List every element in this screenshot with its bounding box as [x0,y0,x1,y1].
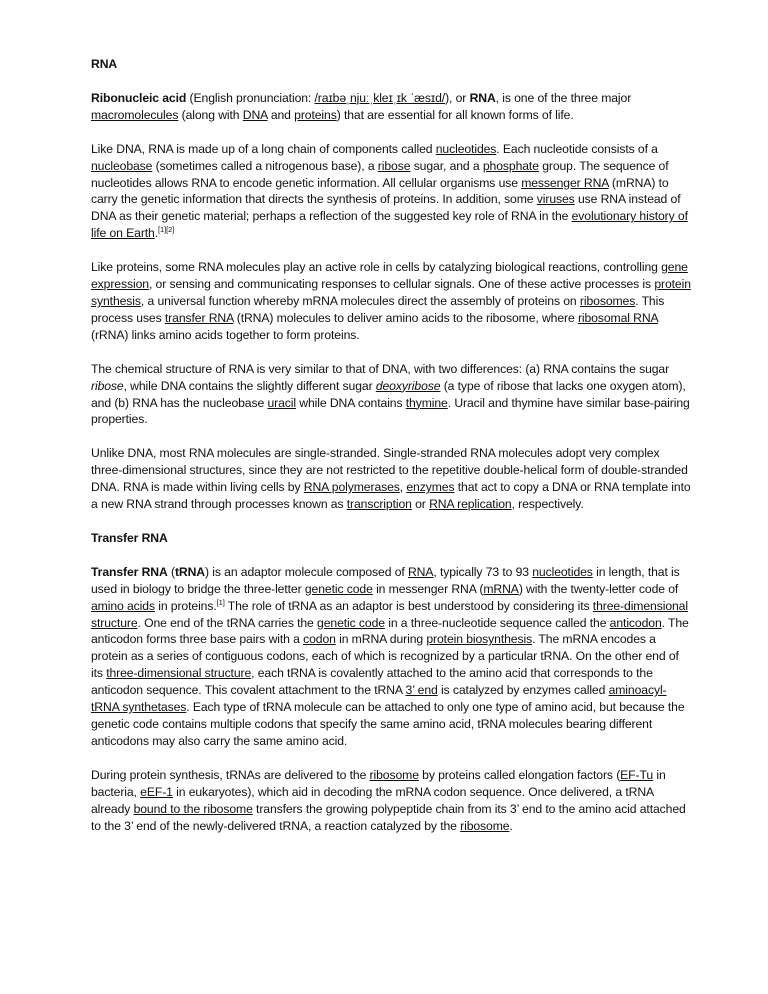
hyperlink[interactable]: ribosome [460,818,510,833]
hyperlink[interactable]: RNA [407,564,434,579]
hyperlink[interactable]: thymine [405,395,448,410]
text-run: while DNA contains [295,395,406,410]
section-heading-rna: RNA [91,57,118,71]
text-run: and [267,107,295,122]
text-run: ), or [445,90,470,105]
hyperlink[interactable]: proteins [294,107,337,122]
hyperlink[interactable]: aminoacyl-tRNA synthetases [91,683,667,715]
text-run: (tRNA) molecules to deliver amino acids to the ribosome, where [233,310,578,325]
text-run: group. The sequence of nucleotides allows RNA to encode genetic information. All cellular organisms use [91,158,669,190]
hyperlink[interactable]: phosphate [482,158,539,173]
text-run: Unlike DNA, most RNA molecules are single-stranded. Single-stranded RNA molecules adopt very complex three-dimensional structures, since they are not restricted to the repetitive double-helical form of double-stranded DNA. RNA is made within living cells by [91,446,688,495]
hyperlink[interactable]: protein synthesis [91,277,691,308]
hyperlink[interactable]: DNA [242,107,268,122]
text-run: (rRNA) links amino acids together to form proteins. [91,327,360,342]
text-run: transfers the growing polypeptide chain from its 3’ end to the amino acid attached to the 3’ end of the newly-delivered tRNA, a reaction catalyzed by the [91,801,686,833]
hyperlink[interactable]: eEF-1 [140,784,173,799]
text-run: (sometimes called a nitrogenous base), a [152,158,378,173]
text-run: , each tRNA is covalently attached to the amino acid that corresponds to the anticodon sequence. This covalent attachment to the tRNA [91,666,653,698]
paragraph-trna-definition [91,564,691,750]
text-run: (mRNA) to carry the genetic information that directs the synthesis of proteins. In addition, some [91,175,669,207]
paragraph-rna-chemistry [91,361,691,429]
hyperlink[interactable]: ribosome [369,767,419,782]
text-run: Like proteins, some RNA molecules play an active role in cells by catalyzing biological reactions, controlling [91,260,662,275]
hyperlink[interactable]: codon [303,632,336,647]
hyperlink[interactable]: viruses [536,192,575,207]
text-run: , while DNA contains the slightly different sugar [123,378,376,393]
text-run: The role of tRNA as an adaptor is best understood by considering its [224,598,593,613]
hyperlink[interactable]: ribosomal RNA [577,310,658,325]
citation-link[interactable]: [1] [216,597,225,607]
hyperlink[interactable]: genetic code [317,615,385,630]
text-run: use RNA instead of DNA as their genetic material; perhaps a reflection of the suggested key role of RNA in the [91,192,681,224]
hyperlink[interactable]: mRNA [483,581,519,596]
hyperlink[interactable]: gene expression [91,260,688,292]
citation-link[interactable]: [1][2] [158,225,175,235]
bold-term: tRNA [174,564,206,579]
text-run: in proteins. [154,598,217,613]
text-run: . The anticodon forms three base pairs with a [91,615,689,647]
text-run: . Uracil and thymine have similar base-pairing properties. [91,395,690,427]
text-run: . [154,226,159,241]
text-run: in eukaryotes), which aid in decoding the mRNA codon sequence. Once delivered, a tRNA already [91,784,654,816]
text-run: During protein synthesis, tRNAs are delivered to the [91,767,370,782]
text-run: ribose [91,378,124,393]
text-run: ) is an adaptor molecule composed of [205,564,408,579]
text-run: , a universal function whereby mRNA molecules direct the assembly of proteins on [140,293,580,308]
hyperlink[interactable]: nucleotides [532,564,593,579]
text-run: ) that are essential for all known forms of life. [336,107,574,122]
hyperlink[interactable]: three-dimensional structure [106,666,252,681]
hyperlink[interactable]: nucleotides [435,141,497,156]
text-run: by proteins called elongation factors ( [418,767,621,782]
text-run: , [399,480,407,495]
hyperlink[interactable]: messenger RNA [521,175,609,190]
hyperlink[interactable]: anticodon [609,615,662,630]
text-run: . The mRNA encodes a protein as a series of contiguous codons, each of which is recognized by a particular tRNA. On the other end of its [91,632,679,681]
bold-term: Ribonucleic acid [91,90,187,105]
text-run: in bacteria, [91,767,666,799]
hyperlink[interactable]: /raɪbəˌnjuːˌkleɪˌɪk ˈæsɪd/ [314,90,446,105]
paragraph-rna-function [91,259,691,344]
text-run: . This process uses [91,293,665,325]
text-run: . [509,818,513,833]
hyperlink[interactable]: genetic code [304,581,373,596]
text-run: , respectively. [511,497,584,512]
hyperlink[interactable]: ribose [377,158,411,173]
text-run: in length, that is used in biology to bridge the three-letter [91,564,680,596]
paragraph-rna-structure [91,141,691,242]
hyperlink[interactable]: transcription [346,497,412,512]
paragraph-rna-definition [91,90,691,124]
text-run: , is one of the three major [495,90,632,105]
text-run: (English pronunciation: [186,90,315,105]
hyperlink[interactable]: protein biosynthesis [426,632,533,647]
hyperlink[interactable]: 3’ end [405,683,438,698]
bold-term: RNA [469,90,496,105]
hyperlink[interactable]: evolutionary history of life on Earth [91,209,688,241]
text-run: Like DNA, RNA is made up of a long chain of components called [91,141,436,156]
text-run: ) with the twenty-letter code of [518,581,679,596]
paragraph-rna-strands [91,445,691,513]
hyperlink[interactable]: EF-Tu [620,767,654,782]
hyperlink[interactable]: transfer RNA [164,310,234,325]
hyperlink[interactable]: amino acids [91,598,155,613]
text-run: . One end of the tRNA carries the [137,615,318,630]
hyperlink[interactable]: nucleobase [91,158,153,173]
text-run: sugar, and a [410,158,483,173]
text-run: that act to copy a DNA or RNA template into a new RNA strand through processes known as [91,480,691,512]
section-heading-transfer-rna: Transfer RNA [91,530,168,545]
text-run: or [411,497,430,512]
hyperlink[interactable]: ribosomes [579,293,636,308]
text-run: The chemical structure of RNA is very similar to that of DNA, with two differences: (a) RNA contains the sugar [91,361,670,376]
text-run: (a type of ribose that lacks one oxygen atom), and (b) RNA has the nucleobase [91,378,686,410]
hyperlink[interactable]: enzymes [406,480,455,495]
text-run: in a three-nucleotide sequence called the [384,615,610,630]
hyperlink[interactable]: three-dimensional structure [91,598,688,630]
text-run: in messenger RNA ( [372,581,484,596]
text-run: , or sensing and communicating responses to cellular signals. One of these active processes is [148,277,655,292]
document-body [91,56,691,851]
text-run: ( [167,564,175,579]
paragraph-trna-synthesis [91,767,691,835]
hyperlink[interactable]: macromolecules [91,107,179,122]
hyperlink[interactable]: deoxyribose [375,378,441,393]
text-run: . Each type of tRNA molecule can be attached to only one type of amino acid, but because the genetic code contains multiple codons that specify the same amino acid, tRNA molecules bearing different anticodons may also carry the same amino acid. [91,700,685,748]
bold-term: Transfer RNA [91,564,168,579]
text-run: is catalyzed by enzymes called [437,683,609,698]
hyperlink[interactable]: uracil [267,395,296,410]
hyperlink[interactable]: RNA replication [429,497,512,512]
hyperlink[interactable]: RNA polymerases [303,480,400,495]
text-run: in mRNA during [335,632,427,647]
hyperlink[interactable]: bound to the ribosome [133,801,253,816]
text-run: (along with [178,107,243,122]
text-run: . Each nucleotide consists of a [496,141,658,156]
text-run: , typically 73 to 93 [433,564,533,579]
